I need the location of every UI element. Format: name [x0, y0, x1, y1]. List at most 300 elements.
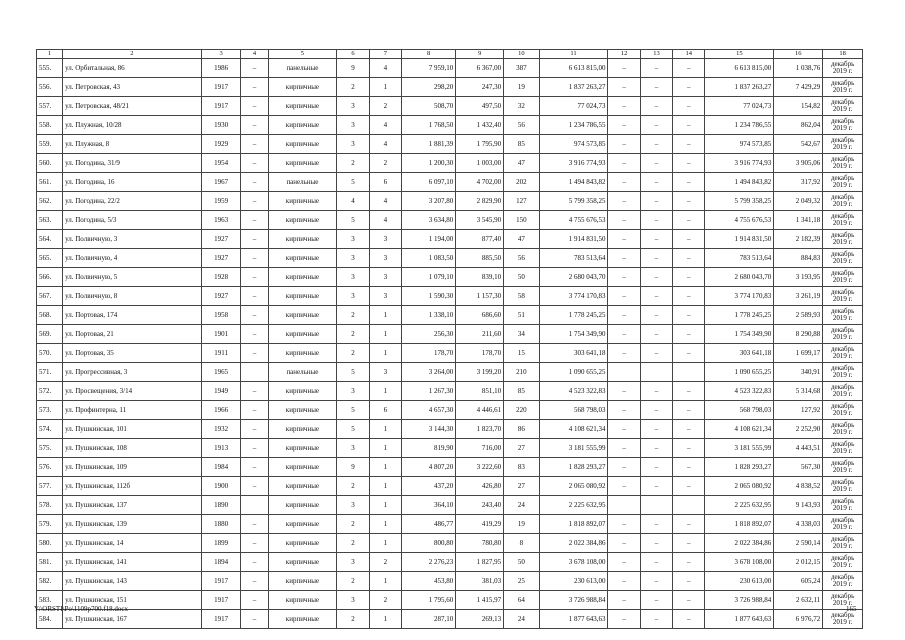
- table-row: [37, 192, 863, 211]
- cell-year-renovated: –: [241, 420, 268, 439]
- cell-address: ул. Плужная, 10/28: [63, 116, 202, 135]
- cell-regional-fund-cost: 5 799 358,25: [705, 192, 774, 211]
- cell-floors: 3: [337, 439, 369, 458]
- cell-cost-col-14: –: [673, 154, 705, 173]
- cell-total-area: 819,90: [401, 439, 455, 458]
- column-header: 4: [241, 50, 268, 59]
- column-header: 18: [823, 50, 863, 59]
- cell-cost-col-13: [640, 363, 672, 382]
- cell-year-renovated: –: [241, 439, 268, 458]
- cell-year-renovated: –: [241, 344, 268, 363]
- cell-wall-material: кирпичные: [268, 591, 337, 610]
- table-row: [37, 97, 863, 116]
- cell-residents: 210: [504, 363, 539, 382]
- table-row: [37, 610, 863, 629]
- cell-year-built: 1917: [201, 572, 241, 591]
- cell-year-renovated: –: [241, 572, 268, 591]
- cell-cost-col-13: –: [640, 572, 672, 591]
- cell-total-area: 508,70: [401, 97, 455, 116]
- cell-total-cost: 3 916 774,93: [539, 154, 608, 173]
- cell-year-renovated: –: [241, 154, 268, 173]
- cell-cost-col-14: –: [673, 249, 705, 268]
- cell-living-area: 1 415,97: [456, 591, 504, 610]
- cell-regional-fund-cost: 3 678 108,00: [705, 553, 774, 572]
- cell-entrances: 4: [369, 116, 401, 135]
- cell-address: ул. Просвещения, 3/14: [63, 382, 202, 401]
- table-row: [37, 135, 863, 154]
- cell-planned-term: декабрь 2019 г.: [823, 382, 863, 401]
- cell-regional-fund-cost: 1 828 293,27: [705, 458, 774, 477]
- cell-cost-col-13: –: [640, 591, 672, 610]
- cell-total-cost: 3 181 555,99: [539, 439, 608, 458]
- cell-cost-per-sqm: 542,67: [774, 135, 823, 154]
- cell-row-number: 582.: [37, 572, 63, 591]
- cell-address: ул. Погодина, 31/9: [63, 154, 202, 173]
- cell-cost-col-12: –: [608, 401, 640, 420]
- cell-total-area: 1 083,50: [401, 249, 455, 268]
- cell-cost-col-14: –: [673, 325, 705, 344]
- cell-wall-material: кирпичные: [268, 230, 337, 249]
- cell-wall-material: кирпичные: [268, 610, 337, 629]
- table-row: [37, 154, 863, 173]
- cell-cost-col-13: –: [640, 534, 672, 553]
- cell-entrances: 1: [369, 382, 401, 401]
- cell-row-number: 568.: [37, 306, 63, 325]
- cell-row-number: 556.: [37, 78, 63, 97]
- cell-cost-col-14: –: [673, 135, 705, 154]
- cell-year-renovated: –: [241, 477, 268, 496]
- cell-entrances: 4: [369, 192, 401, 211]
- cell-address: ул. Пушкинская, 143: [63, 572, 202, 591]
- cell-total-area: 3 144,30: [401, 420, 455, 439]
- table-row: [37, 458, 863, 477]
- cell-residents: 202: [504, 173, 539, 192]
- cell-cost-per-sqm: 1 341,18: [774, 211, 823, 230]
- column-header: 8: [401, 50, 455, 59]
- cell-row-number: 561.: [37, 173, 63, 192]
- cell-year-renovated: –: [241, 192, 268, 211]
- cell-year-built: 1949: [201, 382, 241, 401]
- cell-cost-col-12: [608, 363, 640, 382]
- cell-wall-material: кирпичные: [268, 192, 337, 211]
- cell-year-built: 1929: [201, 135, 241, 154]
- cell-year-renovated: –: [241, 97, 268, 116]
- column-header: 16: [774, 50, 823, 59]
- table-row: [37, 439, 863, 458]
- cell-address: ул. Пушкинская, 112б: [63, 477, 202, 496]
- cell-total-area: 287,10: [401, 610, 455, 629]
- cell-row-number: 565.: [37, 249, 63, 268]
- cell-year-built: 1928: [201, 268, 241, 287]
- cell-cost-col-12: –: [608, 325, 640, 344]
- cell-cost-col-12: –: [608, 458, 640, 477]
- cell-wall-material: кирпичные: [268, 496, 337, 515]
- cell-entrances: 1: [369, 458, 401, 477]
- cell-planned-term: декабрь 2019 г.: [823, 97, 863, 116]
- cell-living-area: 4 702,00: [456, 173, 504, 192]
- cell-cost-col-14: –: [673, 268, 705, 287]
- cell-cost-col-13: –: [640, 515, 672, 534]
- cell-cost-col-12: –: [608, 591, 640, 610]
- cell-row-number: 555.: [37, 59, 63, 78]
- cell-year-built: 1917: [201, 591, 241, 610]
- table-row: [37, 401, 863, 420]
- column-header: 12: [608, 50, 640, 59]
- cell-cost-col-12: –: [608, 135, 640, 154]
- cell-living-area: 497,50: [456, 97, 504, 116]
- cell-cost-col-12: –: [608, 572, 640, 591]
- cell-entrances: 1: [369, 610, 401, 629]
- cell-wall-material: кирпичные: [268, 420, 337, 439]
- cell-year-built: 1984: [201, 458, 241, 477]
- cell-floors: 4: [337, 192, 369, 211]
- table-row: [37, 78, 863, 97]
- cell-residents: 86: [504, 420, 539, 439]
- column-header: 2: [63, 50, 202, 59]
- cell-cost-col-14: [673, 496, 705, 515]
- cell-entrances: 1: [369, 439, 401, 458]
- footer-file-path: Y:\ORSTI\Po\1109p700.f18.docx: [34, 605, 128, 613]
- cell-planned-term: декабрь 2019 г.: [823, 268, 863, 287]
- cell-planned-term: декабрь 2019 г.: [823, 515, 863, 534]
- cell-living-area: 877,40: [456, 230, 504, 249]
- cell-address: ул. Пушкинская, 109: [63, 458, 202, 477]
- cell-cost-col-12: –: [608, 344, 640, 363]
- cell-cost-col-14: –: [673, 211, 705, 230]
- cell-living-area: 4 446,61: [456, 401, 504, 420]
- cell-cost-col-14: –: [673, 97, 705, 116]
- cell-wall-material: кирпичные: [268, 287, 337, 306]
- cell-year-renovated: [241, 496, 268, 515]
- cell-year-built: 1966: [201, 401, 241, 420]
- cell-wall-material: кирпичные: [268, 553, 337, 572]
- cell-regional-fund-cost: 4 755 676,53: [705, 211, 774, 230]
- cell-year-built: 1967: [201, 173, 241, 192]
- cell-planned-term: декабрь 2019 г.: [823, 287, 863, 306]
- cell-planned-term: декабрь 2019 г.: [823, 553, 863, 572]
- cell-row-number: 567.: [37, 287, 63, 306]
- cell-year-renovated: –: [241, 268, 268, 287]
- cell-address: ул. Пушкинская, 151: [63, 591, 202, 610]
- cell-floors: 2: [337, 610, 369, 629]
- cell-year-renovated: –: [241, 78, 268, 97]
- cell-row-number: 573.: [37, 401, 63, 420]
- cell-total-area: 3 207,80: [401, 192, 455, 211]
- cell-regional-fund-cost: 1 090 655,25: [705, 363, 774, 382]
- cell-cost-col-13: –: [640, 249, 672, 268]
- cell-regional-fund-cost: 783 513,64: [705, 249, 774, 268]
- cell-wall-material: кирпичные: [268, 325, 337, 344]
- cell-regional-fund-cost: 3 726 988,84: [705, 591, 774, 610]
- cell-year-built: 1930: [201, 116, 241, 135]
- cell-cost-col-14: –: [673, 59, 705, 78]
- cell-row-number: 584.: [37, 610, 63, 629]
- cell-total-area: 486,77: [401, 515, 455, 534]
- cell-total-area: 1 200,30: [401, 154, 455, 173]
- cell-year-renovated: –: [241, 306, 268, 325]
- cell-planned-term: декабрь 2019 г.: [823, 572, 863, 591]
- cell-planned-term: декабрь 2019 г.: [823, 116, 863, 135]
- cell-total-cost: 1 778 245,25: [539, 306, 608, 325]
- cell-row-number: 577.: [37, 477, 63, 496]
- cell-floors: 3: [337, 591, 369, 610]
- cell-wall-material: кирпичные: [268, 458, 337, 477]
- cell-year-renovated: –: [241, 591, 268, 610]
- cell-entrances: 4: [369, 59, 401, 78]
- cell-regional-fund-cost: 4 108 621,34: [705, 420, 774, 439]
- table-row: [37, 591, 863, 610]
- column-header: 10: [504, 50, 539, 59]
- column-header: 9: [456, 50, 504, 59]
- cell-total-cost: 6 613 815,00: [539, 59, 608, 78]
- cell-entrances: 2: [369, 553, 401, 572]
- table-row: [37, 59, 863, 78]
- cell-wall-material: кирпичные: [268, 382, 337, 401]
- cell-address: ул. Портовая, 21: [63, 325, 202, 344]
- cell-residents: 50: [504, 268, 539, 287]
- cell-residents: 387: [504, 59, 539, 78]
- cell-year-built: 1890: [201, 496, 241, 515]
- cell-floors: 9: [337, 458, 369, 477]
- cell-row-number: 563.: [37, 211, 63, 230]
- cell-year-built: 1965: [201, 363, 241, 382]
- cell-cost-per-sqm: 4 838,52: [774, 477, 823, 496]
- cell-cost-per-sqm: 2 590,14: [774, 534, 823, 553]
- cell-planned-term: декабрь 2019 г.: [823, 173, 863, 192]
- cell-living-area: 178,70: [456, 344, 504, 363]
- cell-cost-col-13: –: [640, 610, 672, 629]
- cell-total-cost: 4 108 621,34: [539, 420, 608, 439]
- cell-year-built: 1901: [201, 325, 241, 344]
- cell-total-cost: 1 234 786,55: [539, 116, 608, 135]
- cell-floors: 3: [337, 249, 369, 268]
- cell-planned-term: декабрь 2019 г.: [823, 477, 863, 496]
- cell-living-area: 6 367,00: [456, 59, 504, 78]
- cell-floors: 2: [337, 477, 369, 496]
- cell-regional-fund-cost: 2 680 043,70: [705, 268, 774, 287]
- cell-living-area: 3 545,90: [456, 211, 504, 230]
- cell-address: ул. Полвичную, 5: [63, 268, 202, 287]
- cell-residents: 47: [504, 154, 539, 173]
- cell-residents: 58: [504, 287, 539, 306]
- cell-cost-per-sqm: 605,24: [774, 572, 823, 591]
- cell-planned-term: декабрь 2019 г.: [823, 325, 863, 344]
- cell-year-renovated: –: [241, 458, 268, 477]
- cell-cost-col-12: –: [608, 249, 640, 268]
- cell-cost-col-13: –: [640, 306, 672, 325]
- cell-cost-col-13: –: [640, 173, 672, 192]
- table-body: [37, 50, 863, 629]
- cell-row-number: 583.: [37, 591, 63, 610]
- cell-regional-fund-cost: 1 837 263,27: [705, 78, 774, 97]
- cell-year-built: 1986: [201, 59, 241, 78]
- cell-cost-col-13: –: [640, 325, 672, 344]
- cell-living-area: 3 222,60: [456, 458, 504, 477]
- cell-cost-col-14: –: [673, 230, 705, 249]
- cell-floors: 3: [337, 97, 369, 116]
- cell-total-cost: 1 914 831,50: [539, 230, 608, 249]
- cell-regional-fund-cost: 303 641,18: [705, 344, 774, 363]
- cell-cost-per-sqm: 2 632,11: [774, 591, 823, 610]
- cell-entrances: 1: [369, 572, 401, 591]
- cell-total-cost: 2 680 043,70: [539, 268, 608, 287]
- cell-residents: 64: [504, 591, 539, 610]
- cell-total-cost: 303 641,18: [539, 344, 608, 363]
- cell-year-built: 1880: [201, 515, 241, 534]
- cell-planned-term: декабрь 2019 г.: [823, 439, 863, 458]
- cell-cost-per-sqm: 9 143,93: [774, 496, 823, 515]
- cell-total-area: 800,80: [401, 534, 455, 553]
- cell-wall-material: кирпичные: [268, 78, 337, 97]
- cell-residents: 127: [504, 192, 539, 211]
- cell-year-built: 1911: [201, 344, 241, 363]
- cell-regional-fund-cost: 1 494 843,82: [705, 173, 774, 192]
- cell-living-area: 3 199,20: [456, 363, 504, 382]
- cell-year-built: 1900: [201, 477, 241, 496]
- cell-cost-col-14: –: [673, 439, 705, 458]
- cell-cost-col-14: –: [673, 382, 705, 401]
- cell-cost-col-12: –: [608, 116, 640, 135]
- cell-row-number: 560.: [37, 154, 63, 173]
- cell-total-area: 7 959,10: [401, 59, 455, 78]
- cell-planned-term: декабрь 2019 г.: [823, 230, 863, 249]
- cell-year-built: 1963: [201, 211, 241, 230]
- cell-cost-col-12: –: [608, 610, 640, 629]
- table-row: [37, 249, 863, 268]
- cell-total-area: 1 590,30: [401, 287, 455, 306]
- cell-total-area: 1 795,60: [401, 591, 455, 610]
- cell-entrances: 1: [369, 344, 401, 363]
- cell-address: ул. Полвичную, 8: [63, 287, 202, 306]
- cell-year-renovated: –: [241, 287, 268, 306]
- cell-floors: 3: [337, 230, 369, 249]
- cell-cost-col-13: –: [640, 97, 672, 116]
- cell-address: ул. Портовая, 35: [63, 344, 202, 363]
- cell-address: ул. Пушкинская, 141: [63, 553, 202, 572]
- cell-living-area: 243,40: [456, 496, 504, 515]
- cell-cost-col-12: –: [608, 287, 640, 306]
- cell-total-cost: 5 799 358,25: [539, 192, 608, 211]
- cell-planned-term: декабрь 2019 г.: [823, 192, 863, 211]
- cell-entrances: 1: [369, 325, 401, 344]
- cell-cost-col-14: –: [673, 553, 705, 572]
- cell-cost-col-13: –: [640, 401, 672, 420]
- cell-floors: 2: [337, 344, 369, 363]
- cell-entrances: 1: [369, 496, 401, 515]
- cell-total-cost: 2 225 632,95: [539, 496, 608, 515]
- cell-residents: 34: [504, 325, 539, 344]
- cell-address: ул. Погодина, 22/2: [63, 192, 202, 211]
- column-header: 7: [369, 50, 401, 59]
- cell-total-area: 298,20: [401, 78, 455, 97]
- cell-cost-col-14: –: [673, 306, 705, 325]
- table-row: [37, 344, 863, 363]
- cell-living-area: 247,30: [456, 78, 504, 97]
- cell-residents: 220: [504, 401, 539, 420]
- cell-wall-material: кирпичные: [268, 154, 337, 173]
- cell-row-number: 576.: [37, 458, 63, 477]
- cell-year-built: 1917: [201, 97, 241, 116]
- cell-total-cost: 974 573,85: [539, 135, 608, 154]
- cell-floors: 5: [337, 363, 369, 382]
- cell-year-built: 1959: [201, 192, 241, 211]
- cell-cost-col-14: –: [673, 591, 705, 610]
- cell-year-built: 1917: [201, 78, 241, 97]
- cell-cost-per-sqm: 340,91: [774, 363, 823, 382]
- cell-floors: 3: [337, 287, 369, 306]
- cell-floors: 9: [337, 59, 369, 78]
- cell-residents: 15: [504, 344, 539, 363]
- cell-floors: 5: [337, 401, 369, 420]
- cell-total-area: 4 657,30: [401, 401, 455, 420]
- cell-address: ул. Портовая, 174: [63, 306, 202, 325]
- cell-cost-col-14: –: [673, 287, 705, 306]
- cell-residents: 25: [504, 572, 539, 591]
- cell-residents: 50: [504, 553, 539, 572]
- cell-planned-term: декабрь 2019 г.: [823, 610, 863, 629]
- cell-cost-col-14: –: [673, 572, 705, 591]
- cell-residents: 32: [504, 97, 539, 116]
- cell-regional-fund-cost: 3 181 555,99: [705, 439, 774, 458]
- cell-cost-per-sqm: 2 182,39: [774, 230, 823, 249]
- cell-year-renovated: –: [241, 553, 268, 572]
- cell-residents: 56: [504, 116, 539, 135]
- cell-cost-col-13: –: [640, 344, 672, 363]
- cell-cost-col-14: –: [673, 477, 705, 496]
- table-row: [37, 534, 863, 553]
- cell-row-number: 580.: [37, 534, 63, 553]
- table-row: [37, 306, 863, 325]
- cell-planned-term: декабрь 2019 г.: [823, 344, 863, 363]
- cell-cost-per-sqm: 127,92: [774, 401, 823, 420]
- cell-row-number: 578.: [37, 496, 63, 515]
- table-row: [37, 287, 863, 306]
- cell-cost-col-13: –: [640, 211, 672, 230]
- column-header: 13: [640, 50, 672, 59]
- table-row: [37, 515, 863, 534]
- cell-total-area: 3 264,00: [401, 363, 455, 382]
- cell-address: ул. Петровская, 48/21: [63, 97, 202, 116]
- cell-entrances: 2: [369, 591, 401, 610]
- cell-cost-col-12: –: [608, 78, 640, 97]
- cell-floors: 3: [337, 135, 369, 154]
- cell-cost-per-sqm: 1 038,76: [774, 59, 823, 78]
- cell-floors: 3: [337, 268, 369, 287]
- cell-regional-fund-cost: 1 914 831,50: [705, 230, 774, 249]
- housing-repair-table: [36, 49, 863, 629]
- cell-residents: 150: [504, 211, 539, 230]
- cell-row-number: 571.: [37, 363, 63, 382]
- cell-row-number: 572.: [37, 382, 63, 401]
- cell-regional-fund-cost: 974 573,85: [705, 135, 774, 154]
- cell-cost-col-14: –: [673, 401, 705, 420]
- cell-row-number: 574.: [37, 420, 63, 439]
- cell-total-cost: 230 613,00: [539, 572, 608, 591]
- cell-cost-col-13: –: [640, 268, 672, 287]
- column-header: 5: [268, 50, 337, 59]
- cell-address: ул. Пушкинская, 167: [63, 610, 202, 629]
- cell-cost-col-13: [640, 496, 672, 515]
- cell-total-cost: 1 494 843,82: [539, 173, 608, 192]
- cell-cost-col-12: –: [608, 553, 640, 572]
- table-row: [37, 382, 863, 401]
- cell-year-built: 1913: [201, 439, 241, 458]
- cell-regional-fund-cost: 2 022 384,86: [705, 534, 774, 553]
- cell-floors: 5: [337, 420, 369, 439]
- cell-cost-per-sqm: 2 252,90: [774, 420, 823, 439]
- cell-cost-col-12: –: [608, 59, 640, 78]
- cell-planned-term: декабрь 2019 г.: [823, 496, 863, 515]
